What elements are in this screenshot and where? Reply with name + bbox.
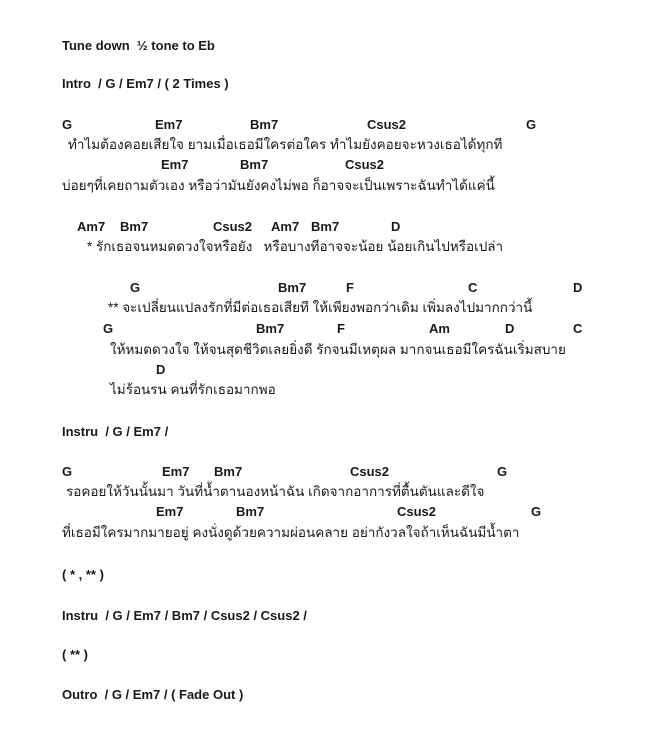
chord-bm7: Bm7 — [278, 280, 307, 295]
outro-line: Outro / G / Em7 / ( Fade Out ) — [62, 687, 244, 702]
chord-d: D — [156, 362, 166, 377]
lyric-line: บ่อยๆที่เคยถามตัวเอง หรือว่ามันยังคงไม่พอ ก็อาจจะเป็นเพราะฉันทำได้แค่นี้ — [62, 178, 495, 193]
repeat-marker: ( * , ** ) — [62, 567, 104, 582]
chord-g: G — [531, 504, 542, 519]
chord-am7: Am7 — [77, 219, 106, 234]
chord-c: C — [573, 321, 583, 336]
chord-em7: Em7 — [162, 464, 190, 479]
chord-g: G — [526, 117, 537, 132]
chord-d: D — [573, 280, 583, 295]
chord-d: D — [391, 219, 401, 234]
lyric-line: ** จะเปลี่ยนแปลงรักที่มีต่อเธอเสียที ให้เพียงพอกว่าเดิม เพิ่มลงไปมากกว่านี้ — [108, 300, 533, 315]
chord-bm7: Bm7 — [120, 219, 149, 234]
chord-csus2: Csus2 — [397, 504, 437, 519]
lyric-line: ทำไมต้องคอยเสียใจ ยามเมื่อเธอมีใครต่อใคร ทำไมยังคอยจะหวงเธอได้ทุกที — [68, 137, 503, 152]
chord-g: G — [130, 280, 141, 295]
chord-g: G — [103, 321, 114, 336]
tuning-note: Tune down ½ tone to Eb — [62, 38, 215, 53]
chord-csus2: Csus2 — [213, 219, 253, 234]
chord-g: G — [62, 464, 73, 479]
repeat-marker: ( ** ) — [62, 647, 88, 662]
chord-f: F — [337, 321, 345, 336]
chord-g: G — [62, 117, 73, 132]
chord-f: F — [346, 280, 354, 295]
chord-csus2: Csus2 — [350, 464, 390, 479]
chord-c: C — [468, 280, 478, 295]
chord-csus2: Csus2 — [345, 157, 385, 172]
chord-am7: Am7 — [271, 219, 300, 234]
lyric-line: รอคอยให้วันนั้นมา วันที่น้ำตานองหน้าฉัน เกิดจากอาการที่ตื้นตันและดีใจ — [66, 484, 485, 499]
chord-bm7: Bm7 — [256, 321, 285, 336]
intro-line: Intro / G / Em7 / ( 2 Times ) — [62, 76, 229, 91]
chord-bm7: Bm7 — [311, 219, 340, 234]
lyric-line: * รักเธอจนหมดดวงใจหรือยัง หรือบางทีอาจจะน้อย น้อยเกินไปหรือเปล่า — [87, 239, 504, 254]
chord-em7: Em7 — [156, 504, 184, 519]
chord-em7: Em7 — [155, 117, 183, 132]
chord-d: D — [505, 321, 515, 336]
chord-bm7: Bm7 — [214, 464, 243, 479]
chord-bm7: Bm7 — [236, 504, 265, 519]
instru-line: Instru / G / Em7 / — [62, 424, 169, 439]
chord-csus2: Csus2 — [367, 117, 407, 132]
chord-bm7: Bm7 — [250, 117, 279, 132]
chord-am: Am — [429, 321, 450, 336]
chord-bm7: Bm7 — [240, 157, 269, 172]
lyric-line: ไม่ร้อนรน คนที่รักเธอมากพอ — [110, 382, 276, 397]
chord-em7: Em7 — [161, 157, 189, 172]
lyric-line: ที่เธอมีใครมากมายอยู่ คงนั่งดูด้วยความผ่อนคลาย อย่ากังวลใจถ้าเห็นฉันมีน้ำตา — [62, 525, 520, 540]
chord-g: G — [497, 464, 508, 479]
lyric-line: ให้หมดดวงใจ ให้จนสุดชีวิตเลยยิ่งดี รักจนมีเหตุผล มากจนเธอมีใครฉันเริ่มสบาย — [110, 342, 566, 357]
instru-line: Instru / G / Em7 / Bm7 / Csus2 / Csus2 / — [62, 608, 307, 623]
